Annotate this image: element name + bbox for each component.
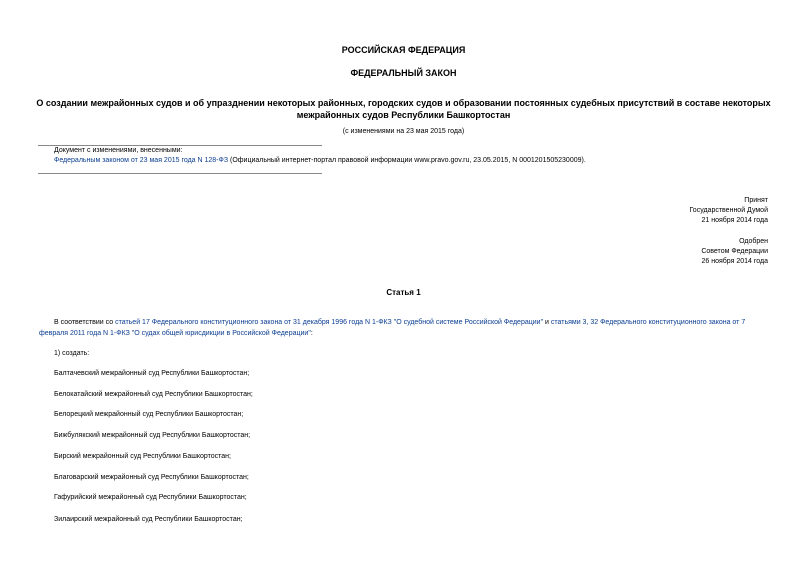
law-type-heading: ФЕДЕРАЛЬНЫЙ ЗАКОН: [350, 68, 457, 78]
accepted-by: Государственной Думой: [689, 207, 768, 214]
intro-conjunction: и: [543, 319, 551, 326]
article-heading: Статья 1: [386, 288, 421, 297]
list-item: Гафурийский межрайонный суд Республики Башкортостан;: [54, 494, 247, 501]
approved-by: Советом Федерации: [701, 248, 768, 255]
fkz-1996-link[interactable]: статьей 17 Федерального конституционного закона от 31 декабря 1996 года N 1-ФКЗ "О судебной системе Российской Федерации": [115, 319, 544, 326]
article-intro-paragraph: [39, 317, 769, 339]
divider-top: [38, 145, 322, 146]
doc-changes-note: Документ с изменениями, внесенными:: [54, 147, 183, 154]
subitem-create: 1) создать:: [54, 350, 90, 357]
accepted-label: Принят: [744, 197, 768, 204]
fkz-2011-link[interactable]: статьями 3, 32 Федерального конституционного закона от 7 февраля 2011 года N 1-ФКЗ "О судах общей юрисдикции в Российской Федерации": [39, 319, 746, 337]
list-item: Балтачевский межрайонный суд Республики Башкортостан;: [54, 370, 250, 377]
amending-law-link[interactable]: Федеральным законом от 23 мая 2015 года N 128-ФЗ: [54, 157, 229, 164]
accepted-block: [689, 196, 768, 226]
approved-date: 26 ноября 2014 года: [701, 258, 768, 265]
intro-colon: :: [310, 330, 313, 337]
federation-heading: РОССИЙСКАЯ ФЕДЕРАЦИЯ: [341, 45, 466, 55]
approved-block: [701, 237, 768, 267]
changes-note: (с изменениями на 23 мая 2015 года): [342, 128, 465, 135]
accepted-date: 21 ноября 2014 года: [701, 217, 768, 224]
law-title: О создании межрайонных судов и об упразднении некоторых районных, городских судов и образовании постоянных судебных присутствий в составе некоторых межрайонных судов Республики Башкортостан: [36, 98, 771, 120]
intro-text: В соответствии со: [54, 319, 116, 326]
list-item: Бижбулякский межрайонный суд Республики Башкортостан;: [54, 432, 251, 439]
divider-bottom: [38, 173, 322, 174]
amending-law-details: (Официальный интернет-портал правовой информации www.pravo.gov.ru, 23.05.2015, N 0001201505230009).: [228, 157, 586, 164]
doc-changes-reference: [54, 157, 586, 164]
list-item: Белорецкий межрайонный суд Республики Башкортостан;: [54, 411, 244, 418]
list-item: Зилаирский межрайонный суд Республики Башкортостан;: [54, 516, 243, 523]
list-item: Благоварский межрайонный суд Республики Башкортостан;: [54, 474, 249, 481]
list-item: Белокатайский межрайонный суд Республики Башкортостан;: [54, 391, 253, 398]
approved-label: Одобрен: [739, 238, 768, 245]
list-item: Бирский межрайонный суд Республики Башкортостан;: [54, 453, 231, 460]
